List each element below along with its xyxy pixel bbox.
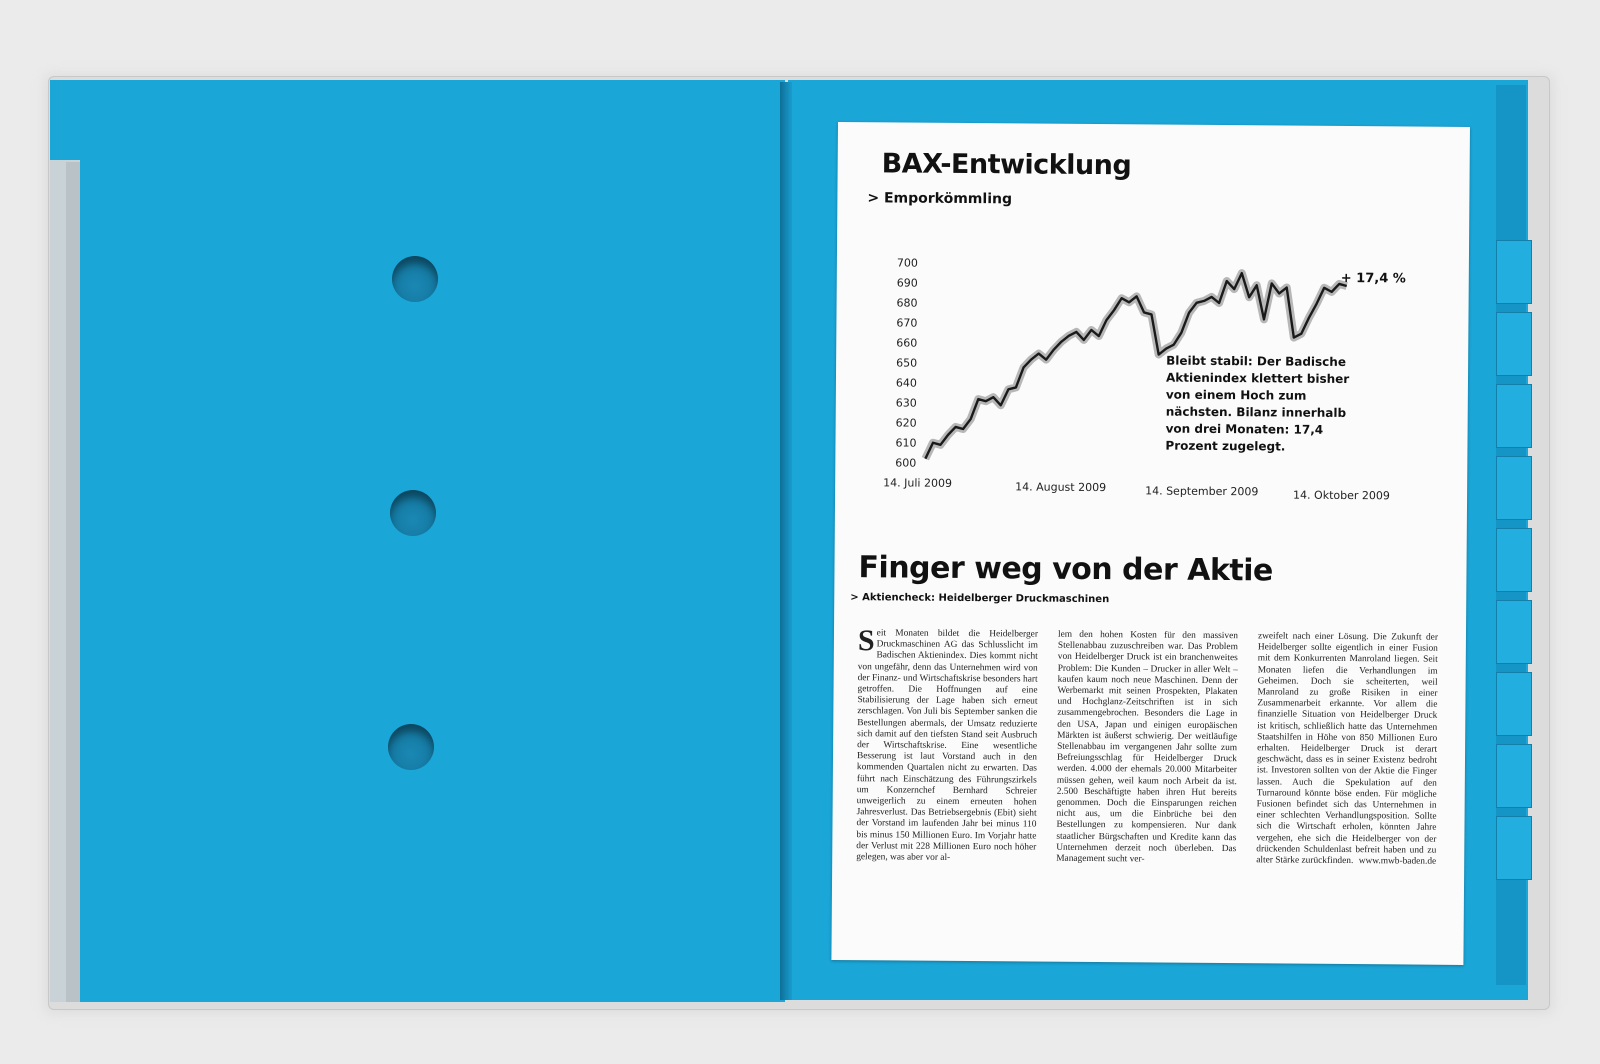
x-tick-label: 14. September 2009 [1145, 484, 1259, 499]
y-tick-label: 650 [896, 356, 918, 370]
divider-tab[interactable] [1496, 312, 1532, 376]
y-tick-label: 600 [895, 456, 917, 470]
y-tick-label: 670 [896, 316, 918, 330]
column-2-text: lem den hohen Kosten für den massiven Stellenabbau zuzuschreiben war. Das Problem von Heidelberger Druck ist ein branchenweites Problem: Die Kunden – Drucker in aller Welt – kaufen kaum noch neue Maschinen. Denn der Werbemarkt mit seinen Prospekten, Plakaten und Hochglanz-Zeitschriften ist in sich zusammengebrochen. Besonders die Lage in den USA, Japan und einigen europäischen Märkten ist äußerst schwierig. Der weitläufige Stellenabbau im vergangenen Jahr sollte zum Befreiungsschlag für Heidelberger Druck werden. 4.000 der ehemals 20.000 Mitarbeiter müssen gehen, weil kaum noch Arbeit da ist. 2.500 Beschäftigte haben ihren Hut bereits genommen. Doch die Einsparungen reichen nicht aus, um die Einbrüche bei den Bestellungen zu kompensieren. Nur dank staatlicher Bürgschaften und Kredite kann das Unternehmen derzeit noch überleben. Das Management sucht ver- [1056, 629, 1239, 865]
drop-cap: S [857, 624, 875, 658]
x-tick-label: 14. Juli 2009 [883, 476, 953, 490]
x-tick-label: 14. August 2009 [1015, 480, 1107, 495]
source-url: www.mwb-baden.de [1358, 856, 1437, 867]
article-column-2 [1056, 630, 1238, 867]
newspaper-clipping [831, 122, 1470, 965]
divider-tab[interactable] [1496, 600, 1532, 664]
change-data-label: + 17,4 % [1340, 270, 1406, 287]
divider-tab[interactable] [1496, 384, 1532, 448]
y-tick-label: 630 [895, 396, 917, 410]
divider-tab[interactable] [1496, 744, 1532, 808]
punch-hole-icon [390, 490, 436, 536]
folder-left-cover [50, 80, 785, 1002]
y-tick-label: 610 [895, 436, 917, 450]
y-tick-label: 700 [896, 256, 918, 270]
article-headline: Finger weg von der Aktie [858, 550, 1273, 589]
punch-hole-icon [388, 724, 434, 770]
divider-tab[interactable] [1496, 456, 1532, 520]
sleeve-edge-inner [66, 162, 80, 1002]
x-tick-label: 14. Oktober 2009 [1293, 488, 1390, 503]
article-body [856, 624, 1439, 868]
article-column-1 [856, 624, 1039, 865]
divider-tab[interactable] [1496, 816, 1532, 880]
divider-tab[interactable] [1496, 240, 1532, 304]
y-tick-label: 690 [896, 276, 918, 290]
divider-tab[interactable] [1496, 528, 1532, 592]
chart-caption: Bleibt stabil: Der Badische Aktienindex klettert bisher von einem Hoch zum nächsten. Bilanz innerhalb von drei Monaten: 17,4 Prozent zugelegt. [1165, 353, 1350, 454]
article-kicker: > Aktiencheck: Heidelberger Druckmaschinen [850, 592, 1110, 606]
y-tick-label: 640 [895, 376, 918, 390]
folder-spine [780, 82, 792, 1000]
punch-hole-icon [392, 256, 438, 302]
divider-tab[interactable] [1496, 672, 1532, 736]
y-tick-label: 620 [895, 416, 917, 430]
chart-title: BAX-Entwicklung [881, 148, 1132, 182]
column-1-text: eit Monaten bildet die Heidelberger Druckmaschinen AG das Schlusslicht im Badischen Aktienindex. Dies kommt nicht von ungefähr, denn das Unternehmen wird von der Finanz- und Wirtschaftskrise besonders hart getroffen. Die Hoffnungen auf eine Stabilisierung der Lage haben sich erneut zerschlagen. Von Juli bis September sanken die Bestellungen abermals, der Umsatz reduzierte sich damit auf den tiefsten Stand seit Ausbruch der Wirtschaftskrise. Eine wesentliche Besserung ist laut Vorstand auch in den kommenden Quartalen nicht zu erwarten. Das führt nach Einschätzung des Führungszirkels um Konzernchef Bernhard Schreier unweigerlich zu einem erneuten hohen Jahresverlust. Das Betriebsergebnis (Ebit) sieht der Vorstand im laufenden Jahr bei minus 110 bis minus 150 Millionen Euro. Im Vorjahr hatte der Verlust mit 228 Millionen Euro noch höher gelegen, was aber vor al- [856, 628, 1039, 863]
chart-subtitle: > Emporkömmling [867, 190, 1013, 208]
y-tick-label: 680 [896, 296, 918, 310]
column-3-text: zweifelt nach einer Lösung. Die Zukunft der Heidelberger sollte eigentlich in einer Fusion mit dem Konkurrenten Manroland liegen. Seit Monaten liefen die Verhandlungen im Geheimen. Doch sie scheiterten, weil Manroland zu große Risiken in einer Zusammenarbeit erkannte. Vor allem die finanzielle Situation von Heidelberger Druck ist kritisch, schließlich hatte das Unternehmen Staatshilfen in Höhe von 850 Millionen Euro erhalten. Heidelberger Druck ist derart geschwächt, dass es in seiner Existenz bedroht ist. Investoren sollten von der Aktie die Finger lassen. Auch die Spekulation auf den Turnaround könnte böse enden. Für mögliche Fusionen befindet sich das Unternehmen in einer schlechten Verhandlungsposition. Sollte sich die Wirtschaft erholen, könnten Jahre vergehen, ehe sich die Heidelberger von der drückenden Schuldenlast befreit haben und zu alter Stärke zurückfinden. [1256, 631, 1439, 867]
article-column-3 [1256, 631, 1438, 868]
y-tick-label: 660 [896, 336, 918, 350]
